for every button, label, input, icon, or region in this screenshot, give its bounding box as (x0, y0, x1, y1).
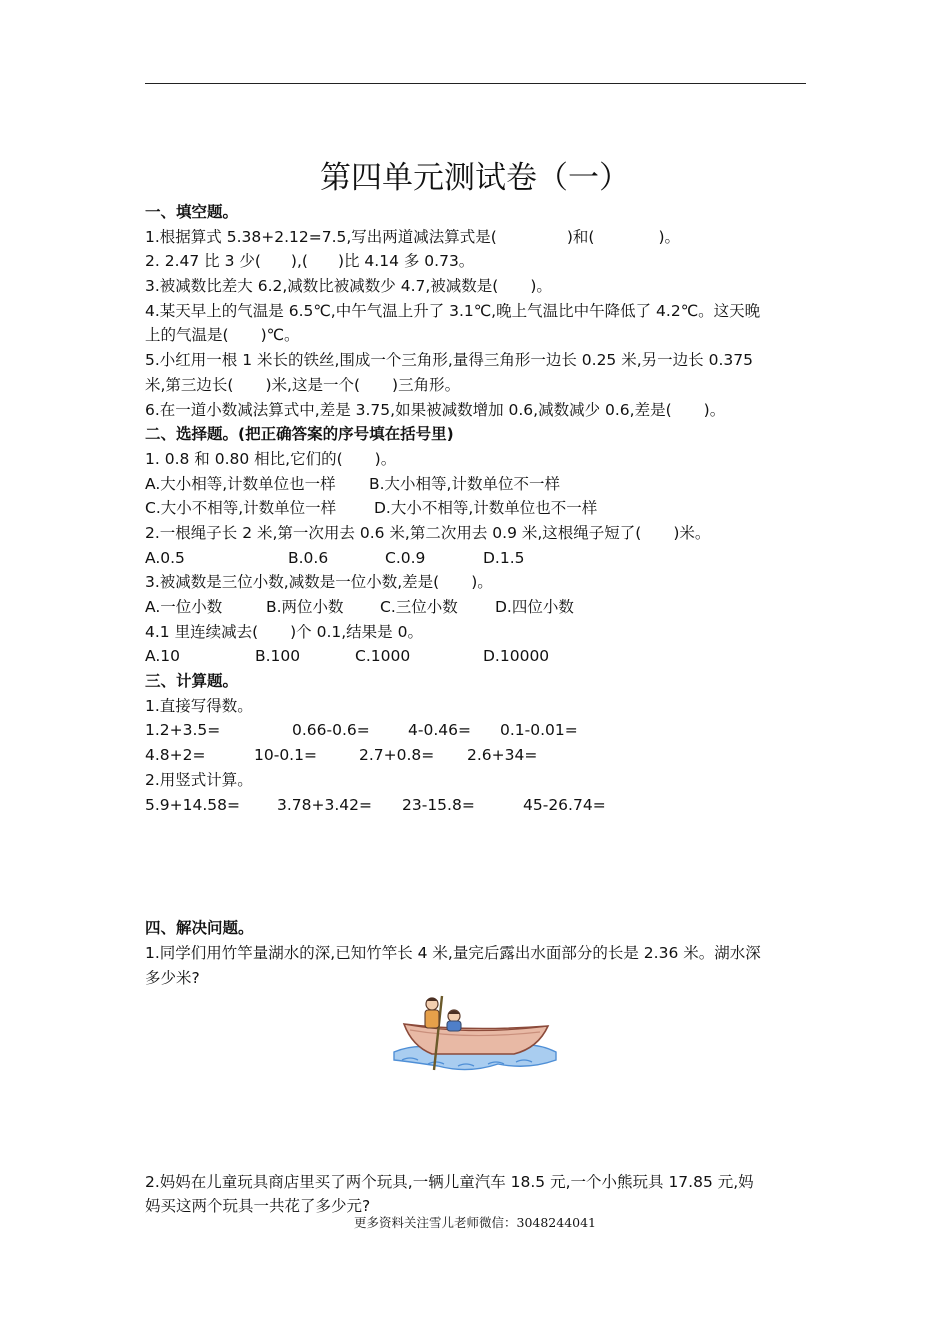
page-title: 第四单元测试卷（一） (320, 160, 630, 196)
s4-question-2 (145, 1170, 810, 1218)
section-1-heading: 一、填空题。 (145, 203, 239, 221)
s2-question-1: 1. 0.8 和 0.80 相比,它们的( )。 (145, 449, 397, 468)
s1-question-4-line1: 4.某天早上的气温是 6.5℃,中午气温上升了 3.1℃,晚上气温比中午降低了 4.2℃。这天晚 (145, 301, 761, 320)
calc-item: 1.2+3.5= (145, 721, 221, 740)
working-space (145, 817, 810, 916)
option-c: C.三位小数 (380, 598, 458, 616)
calc-item: 2.6+34= (467, 746, 538, 765)
s1-question-6: 6.在一道小数减法算式中,差是 3.75,如果被减数增加 0.6,减数减少 0.6,差是( )。 (145, 400, 726, 419)
s3-calc-row-3 (145, 793, 810, 818)
calc-item: 0.1-0.01= (500, 721, 578, 740)
option-a: A.一位小数 (145, 598, 223, 616)
s4-question-2-line1: 2.妈妈在儿童玩具商店里买了两个玩具,一辆儿童汽车 18.5 元,一个小熊玩具 17.85 元,妈 (145, 1173, 754, 1191)
calc-item: 10-0.1= (254, 746, 317, 765)
s1-question-5-line2: 米,第三边长( )米,这是一个( )三角形。 (145, 375, 461, 394)
option-b: B.0.6 (288, 548, 329, 567)
s1-question-3: 3.被减数比差大 6.2,减数比被减数少 4.7,被减数是( )。 (145, 277, 552, 296)
calc-item: 45-26.74= (523, 795, 606, 814)
s1-question-4-line2: 上的气温是( )℃。 (145, 326, 300, 345)
calc-item: 2.7+0.8= (359, 746, 435, 765)
calc-item: 5.9+14.58= (145, 795, 240, 814)
option-c: C.0.9 (385, 548, 426, 567)
option-c: C.1000 (355, 647, 411, 666)
section-2-heading: 二、选择题。(把正确答案的序号填在括号里) (145, 425, 454, 444)
s4-question-2-line2: 妈买这两个玩具一共花了多少元? (145, 1197, 371, 1215)
calc-item: 4.8+2= (145, 746, 206, 765)
footer-note: 更多资料关注雪儿老师微信：3048244041 (353, 1215, 597, 1230)
option-b: B.大小相等,计数单位不一样 (369, 474, 560, 493)
s3-calc-row-2 (145, 743, 810, 768)
boat-children-icon (388, 990, 562, 1075)
calc-item: 3.78+3.42= (277, 795, 372, 814)
s2-question-3: 3.被减数是三位小数,减数是一位小数,差是( )。 (145, 573, 493, 592)
calc-item: 0.66-0.6= (292, 721, 370, 740)
calc-item: 23-15.8= (402, 795, 475, 814)
s2-question-2: 2.一根绳子长 2 米,第一次用去 0.6 米,第二次用去 0.9 米,这根绳子短了( )米。 (145, 523, 711, 542)
s1-question-1: 1.根据算式 5.38+2.12=7.5,写出两道减法算式是( )和( )。 (145, 227, 681, 246)
option-a: A.大小相等,计数单位也一样 (145, 474, 336, 493)
option-b: B.两位小数 (266, 598, 344, 616)
header-rule (145, 83, 806, 84)
s2-q4-options (145, 644, 810, 669)
s4-question-1-line2: 多少米? (145, 968, 200, 987)
option-d: D.10000 (483, 647, 550, 666)
calc-item: 4-0.46= (408, 721, 471, 740)
worksheet-content (145, 200, 810, 990)
option-c: C.大小不相等,计数单位一样 (145, 499, 337, 518)
option-b: B.100 (255, 647, 301, 666)
s2-q3-options (145, 595, 810, 620)
section-4-heading: 四、解决问题。 (145, 919, 254, 938)
s2-q1-options-ab (145, 472, 810, 497)
s2-question-4: 4.1 里连续减去( )个 0.1,结果是 0。 (145, 622, 423, 641)
s1-question-5-line1: 5.小红用一根 1 米长的铁丝,围成一个三角形,量得三角形一边长 0.25 米,另一边长 0.375 (145, 351, 753, 370)
option-a: A.10 (145, 647, 180, 666)
s2-q2-options (145, 546, 810, 571)
s4-question-1-line1: 1.同学们用竹竿量湖水的深,已知竹竿长 4 米,量完后露出水面部分的长是 2.36 米。湖水深 (145, 943, 761, 962)
option-a: A.0.5 (145, 548, 185, 567)
s3-calc-row-1 (145, 718, 810, 743)
s3-sub-1: 1.直接写得数。 (145, 696, 253, 715)
s3-sub-2: 2.用竖式计算。 (145, 770, 253, 789)
option-d: D.大小不相等,计数单位也不一样 (374, 499, 598, 518)
option-d: D.1.5 (483, 548, 525, 567)
s2-q1-options-cd (145, 496, 810, 521)
option-d: D.四位小数 (495, 598, 574, 616)
s1-question-2: 2. 2.47 比 3 少( ),( )比 4.14 多 0.73。 (145, 252, 475, 271)
section-3-heading: 三、计算题。 (145, 672, 239, 691)
